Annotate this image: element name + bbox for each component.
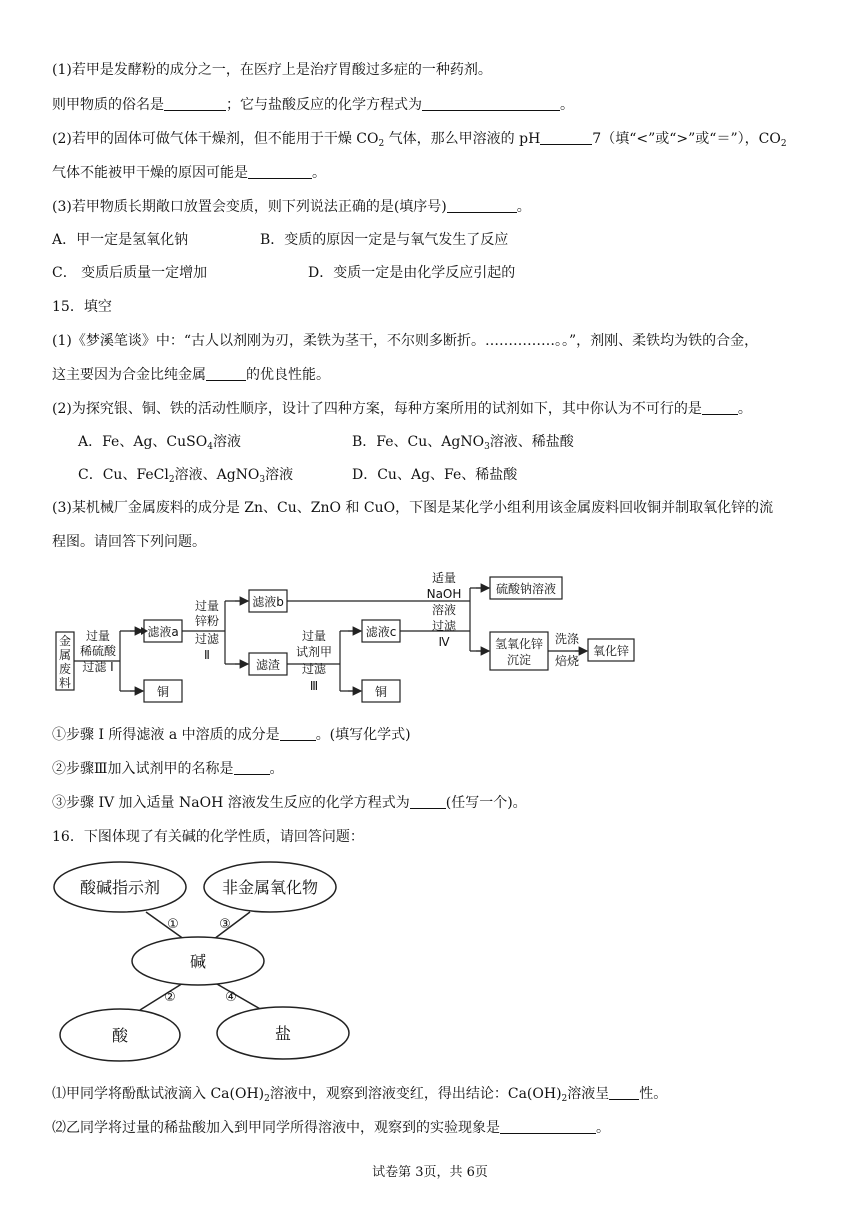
flow-step5-line1: 洗涤 [554, 632, 580, 646]
q14-part3 [52, 197, 531, 217]
text: (2)为探究银、铜、铁的活动性顺序，设计了四种方案，每种方案所用的试剂如下，其中你认为不可行的是 [52, 401, 702, 417]
text: 的优良性能。 [246, 367, 330, 383]
text: 。 [516, 199, 531, 215]
node-acid: 酸 [111, 1026, 129, 1045]
text: (2)若甲的固体可做气体干燥剂，但不能用于干燥 CO [52, 131, 379, 147]
q15-option-c [78, 465, 293, 485]
flow-residue: 滤渣 [255, 658, 281, 672]
flow-step4-line3: 溶液 [431, 603, 457, 617]
text: 溶液 [212, 434, 241, 450]
flow-step4-line5: Ⅳ [438, 635, 450, 649]
q14-option-b: B．变质的原因一定是与氧气发生了反应 [260, 232, 509, 248]
flow-step3-line2: 试剂甲 [295, 645, 333, 659]
flow-step3-line3: 过滤 [301, 662, 327, 676]
process-flowchart [0, 566, 860, 706]
text: ；它与盐酸反应的化学方程式为 [226, 97, 422, 113]
text: (任写一个)。 [445, 795, 527, 811]
flow-filtrate-a: 滤液a [147, 625, 179, 639]
flow-zinc-hydroxide-2: 沉淀 [506, 653, 532, 667]
flow-start-2: 属 [58, 648, 72, 662]
answer-blank [206, 366, 246, 381]
q14-option-c: C． 变质后质量一定增加 [52, 265, 208, 281]
text: 7（填“<”或“>”或“＝”），CO [592, 131, 781, 147]
text: 。(填写化学式) [315, 727, 411, 743]
q14-option-d: D．变质一定是由化学反应引起的 [308, 265, 516, 281]
q15-part3: (3)某机械厂金属废料的成分是 Zn、Cu、ZnO 和 CuO，下图是某化学小组利用该金属废料回收铜并制取氧化锌的流 [52, 500, 774, 516]
q15-part1: (1)《梦溪笔谈》中：“古人以剂刚为刃，柔铁为茎干，不尔则多断折。……………。。”，剂刚、柔铁均为铁的合金， [52, 333, 759, 349]
flow-start-3: 废 [58, 662, 72, 676]
q15-sub1 [52, 725, 411, 745]
flow-copper-1: 铜 [156, 685, 170, 699]
answer-blank [540, 130, 592, 145]
label-1: ① [167, 917, 179, 932]
answer-blank [447, 198, 517, 213]
node-indicator: 酸碱指示剂 [79, 878, 161, 897]
text: A．Fe、Ag、CuSO [78, 434, 208, 450]
flow-copper-2: 铜 [374, 685, 388, 699]
text: C．Cu、FeCl [78, 467, 169, 483]
label-3: ③ [219, 917, 231, 932]
text: ⑵乙同学将过量的稀盐酸加入到甲同学所得溶液中，观察到的实验现象是 [52, 1120, 500, 1136]
answer-blank [422, 96, 560, 111]
text: 性。 [639, 1086, 668, 1102]
flow-step1-line3: 过滤 I [82, 660, 114, 674]
flow-start-4: 料 [58, 676, 72, 690]
text: ①步骤 I 所得滤液 a 中溶质的成分是 [52, 727, 280, 743]
subscript: 3 [484, 442, 490, 452]
subscript: 3 [259, 475, 266, 485]
text: ③步骤 IV 加入适量 NaOH 溶液发生反应的化学方程式为 [52, 795, 410, 811]
flow-step1-line2: 稀硫酸 [79, 644, 117, 658]
flow-start-1: 金 [58, 634, 72, 648]
flow-step2-line2: 锌粉 [194, 614, 220, 628]
text: 溶液、AgNO [174, 467, 260, 483]
q14-part1-question [52, 95, 574, 115]
text: 溶液、稀盐酸 [489, 434, 574, 450]
q15-sub3 [52, 793, 527, 813]
text: 气体，那么甲溶液的 pH [384, 131, 541, 147]
flow-filtrate-b: 滤液b [252, 595, 284, 609]
text: B．Fe、Cu、AgNO [352, 434, 485, 450]
q16-part1 [52, 1084, 667, 1104]
text: 溶液中，观察到溶液变红，得出结论：Ca(OH) [269, 1086, 562, 1102]
q14-option-a: A．甲一定是氢氧化钠 [52, 232, 189, 248]
subscript: 4 [207, 442, 213, 452]
base-properties-diagram [0, 860, 860, 1070]
text: (3)若甲物质长期敞口放置会变质，则下列说法正确的是(填序号) [52, 199, 447, 215]
subscript: 2 [561, 1094, 568, 1104]
answer-blank [500, 1119, 596, 1134]
text: 。 [596, 1120, 610, 1136]
flow-step3-line1: 过量 [301, 629, 327, 643]
text: 。 [269, 761, 284, 777]
subscript: 2 [168, 475, 175, 485]
answer-blank [234, 760, 270, 775]
text: ②步骤Ⅲ加入试剂甲的名称是 [52, 761, 234, 777]
flow-zinc-oxide: 氧化锌 [592, 644, 630, 658]
q16-heading: 16．下图体现了有关碱的化学性质，请回答问题： [52, 829, 364, 845]
flow-step2-line4: Ⅱ [204, 648, 210, 662]
q14-part2-reason [52, 163, 326, 183]
answer-blank [609, 1085, 639, 1100]
q15-part2 [52, 399, 752, 419]
flow-step2-line3: 过滤 [194, 632, 220, 646]
text: 。 [560, 97, 574, 113]
flow-step4-line2: NaOH [426, 587, 462, 601]
q15-option-b [352, 432, 574, 452]
page-footer: 试卷第 3页，共 6页 [372, 1165, 488, 1180]
flow-step5-line2: 焙烧 [554, 654, 580, 668]
node-base: 碱 [189, 952, 207, 971]
text: 则甲物质的俗名是 [52, 97, 164, 113]
subscript: 2 [264, 1094, 270, 1104]
subscript: 2 [378, 139, 385, 149]
label-2: ② [164, 990, 176, 1005]
text: 这主要因为合金比纯金属 [52, 367, 206, 383]
answer-blank [164, 96, 226, 111]
flow-zinc-hydroxide-1: 氢氧化锌 [494, 637, 544, 651]
flow-step3-line4: Ⅲ [309, 679, 319, 693]
flow-step4-line1: 适量 [431, 571, 457, 585]
text: 。 [737, 401, 752, 417]
node-salt: 盐 [274, 1024, 292, 1043]
q15-sub2 [52, 759, 284, 779]
subscript: 2 [780, 139, 787, 149]
q14-part1: (1)若甲是发酵粉的成分之一，在医疗上是治疗胃酸过多症的一种药剂。 [52, 62, 492, 78]
q15-part3-cont: 程图。请回答下列问题。 [52, 534, 206, 550]
q15-option-d: D．Cu、Ag、Fe、稀盐酸 [352, 467, 518, 483]
answer-blank [248, 164, 312, 179]
q16-part2 [52, 1118, 610, 1138]
flow-step4-line4: 过滤 [431, 619, 457, 633]
q15-part1-question [52, 365, 330, 385]
answer-blank [410, 794, 446, 809]
text: ⑴甲同学将酚酞试液滴入 Ca(OH) [52, 1086, 265, 1102]
q15-option-a [78, 432, 241, 452]
flow-filtrate-c: 滤液c [365, 625, 397, 639]
label-4: ④ [225, 990, 237, 1005]
flow-sodium-sulfate: 硫酸钠溶液 [495, 582, 557, 596]
answer-blank [280, 726, 316, 741]
q14-part2 [52, 129, 787, 149]
text: 溶液呈 [567, 1086, 610, 1102]
node-nonmetal-oxide: 非金属氧化物 [221, 878, 319, 897]
q15-heading: 15．填空 [52, 299, 112, 315]
text: 。 [312, 165, 326, 181]
flow-step2-line1: 过量 [194, 599, 220, 613]
flow-step1-line1: 过量 [85, 629, 111, 643]
text: 溶液 [265, 467, 294, 483]
text: 气体不能被甲干燥的原因可能是 [52, 165, 248, 181]
answer-blank [702, 400, 738, 415]
